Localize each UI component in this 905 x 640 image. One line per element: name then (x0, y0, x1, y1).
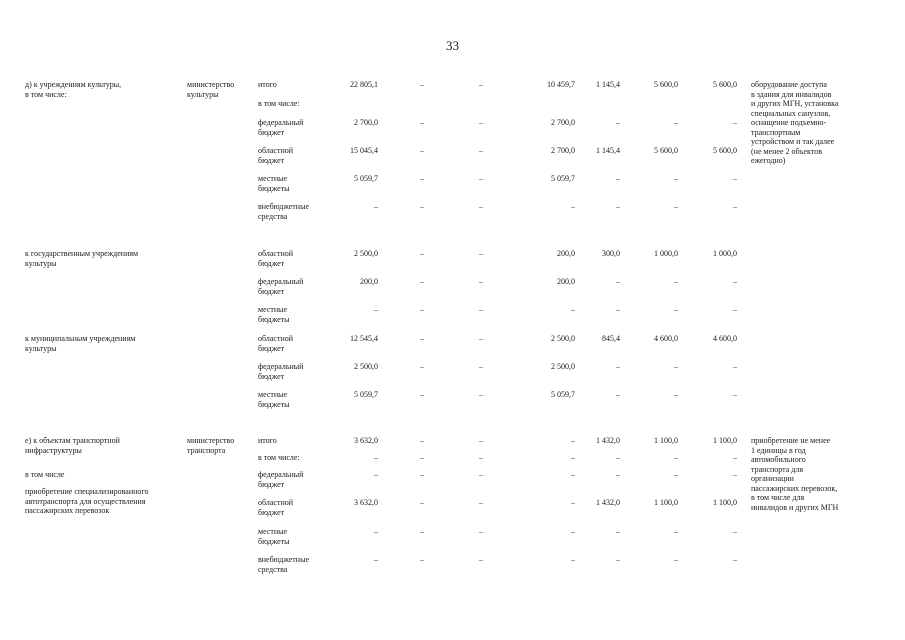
note-line: организации (751, 474, 794, 483)
section-d-row-5-year5: – (674, 202, 678, 211)
section-d-row-3-year3: 2 700,0 (551, 146, 575, 155)
section-e-row-5-source (258, 555, 309, 574)
source-line1: местные (258, 390, 288, 399)
section-d-row-4-total: 5 059,7 (354, 174, 378, 183)
section-state-row-1-year1: – (420, 277, 424, 286)
section-municipal-row-1-year4: – (616, 362, 620, 371)
section-d-row-4-year6: – (733, 174, 737, 183)
section-d-row-5-year1: – (420, 202, 424, 211)
source-line1: итого (258, 436, 277, 445)
section-state-row-2-source (258, 305, 290, 324)
section-d-row-2-source (258, 118, 303, 137)
section-d-row-2-year1: – (420, 118, 424, 127)
section-e-row-0-total: 3 632,0 (354, 436, 378, 445)
section-e-row-4-year3: – (571, 527, 575, 536)
section-state-row-2-year6: – (733, 305, 737, 314)
section-e-row-2-year4: – (616, 470, 620, 479)
section-d-row-5-year2: – (479, 202, 483, 211)
section-e-row-5-year5: – (674, 555, 678, 564)
section-municipal-row-2-total: 5 059,7 (354, 390, 378, 399)
section-municipal-row-0-year3: 2 500,0 (551, 334, 575, 343)
section-d-title-line1: д) к учреждениям культуры, (25, 80, 122, 89)
section-e-executor-line2: транспорта (187, 445, 226, 455)
section-state-row-0-year6: 1 000,0 (713, 249, 737, 258)
section-e-row-0-source (258, 436, 277, 446)
section-d-row-2-year4: – (616, 118, 620, 127)
note-line: приобретение не менее (751, 436, 831, 445)
section-state-row-0-year3: 200,0 (557, 249, 575, 258)
section-e-row-2-total: – (374, 470, 378, 479)
section-e-row-4-year1: – (420, 527, 424, 536)
note-line: оснащение подъемно- (751, 118, 827, 127)
section-state-row-2-year5: – (674, 305, 678, 314)
section-d-executor-line1: министерство (187, 80, 235, 89)
source-line1: внебюджетные (258, 202, 309, 211)
source-line2: бюджет (258, 286, 285, 296)
section-e-row-3-year4: 1 432,0 (596, 498, 620, 507)
section-e-row-1-year2: – (479, 453, 483, 462)
section-e-row-1-source (258, 453, 300, 463)
section-d-row-2-year5: – (674, 118, 678, 127)
section-e-row-0-year1: – (420, 436, 424, 445)
source-line2: бюджет (258, 371, 285, 381)
source-line1: федеральный (258, 470, 304, 479)
section-state-row-1-year3: 200,0 (557, 277, 575, 286)
section-d-row-0-year1: – (420, 80, 424, 89)
section-e-row-5-year1: – (420, 555, 424, 564)
section-d-note (751, 80, 838, 166)
section-e-row-5-year6: – (733, 555, 737, 564)
section-e-row-1-total: – (374, 453, 378, 462)
section-d-row-5-total: – (374, 202, 378, 211)
section-municipal-row-2-year6: – (733, 390, 737, 399)
section-e-row-5-total: – (374, 555, 378, 564)
section-e-row-3-year5: 1 100,0 (654, 498, 678, 507)
note-line: оборудование доступа (751, 80, 827, 89)
source-line1: федеральный (258, 277, 304, 286)
section-e-row-3-source (258, 498, 293, 517)
source-line1: местные (258, 174, 288, 183)
section-state-row-0-total: 2 500,0 (354, 249, 378, 258)
source-line1: областной (258, 498, 294, 507)
section-municipal-row-2-year2: – (479, 390, 483, 399)
section-e-row-1-year3: – (571, 453, 575, 462)
section-e-row-2-year3: – (571, 470, 575, 479)
note-line: в здания для инвалидов (751, 89, 832, 99)
section-e-row-1-year6: – (733, 453, 737, 462)
section-e-row-2-source (258, 470, 303, 489)
note-line: ежегодно) (751, 156, 786, 165)
section-e-row-1-year4: – (616, 453, 620, 462)
section-d-row-4-year3: 5 059,7 (551, 174, 575, 183)
section-municipal-title-line2: культуры (25, 343, 57, 353)
section-municipal-row-2-year5: – (674, 390, 678, 399)
section-state-row-1-source (258, 277, 303, 296)
section-d-row-5-source (258, 202, 309, 221)
section-e-executor (187, 436, 234, 455)
section-d-executor-line2: культуры (187, 89, 219, 99)
section-e-row-1-year5: – (674, 453, 678, 462)
section-d-row-3-year5: 5 600,0 (654, 146, 678, 155)
section-d-row-3-source (258, 146, 293, 165)
section-municipal-row-0-year4: 845,4 (602, 334, 620, 343)
section-state-row-1-year2: – (479, 277, 483, 286)
section-d-row-5-year4: – (616, 202, 620, 211)
section-e-row-4-year5: – (674, 527, 678, 536)
source-line2: бюджет (258, 479, 285, 489)
source-line1: областной (258, 249, 294, 258)
section-municipal-row-1-total: 2 500,0 (354, 362, 378, 371)
note-line: устройством и так далее (751, 137, 835, 146)
section-e-row-5-year3: – (571, 555, 575, 564)
page-number: 33 (446, 38, 459, 53)
note-line: транспортным (751, 127, 801, 137)
section-municipal-row-2-year4: – (616, 390, 620, 399)
section-d-row-4-source (258, 174, 290, 193)
source-line1: местные (258, 305, 288, 314)
section-state-row-0-year4: 300,0 (602, 249, 620, 258)
section-e-row-2-year1: – (420, 470, 424, 479)
section-e-row-0-year4: 1 432,0 (596, 436, 620, 445)
section-e-row-0-year5: 1 100,0 (654, 436, 678, 445)
section-e-row-5-year4: – (616, 555, 620, 564)
section-state-row-0-year2: – (479, 249, 483, 258)
note-line: инвалидов и других МГН (751, 502, 839, 512)
section-state-row-2-year3: – (571, 305, 575, 314)
source-line1: в том числе: (258, 99, 300, 108)
source-line2: бюджет (258, 507, 285, 517)
section-e-row-4-source (258, 527, 290, 546)
section-d-title-line2: в том числе: (25, 89, 67, 99)
section-e-row-4-year6: – (733, 527, 737, 536)
section-e-row-2-year5: – (674, 470, 678, 479)
section-d-row-3-year2: – (479, 146, 483, 155)
section-municipal-row-0-year1: – (420, 334, 424, 343)
section-d-row-0-source (258, 80, 277, 90)
section-municipal-row-0-year5: 4 600,0 (654, 334, 678, 343)
section-municipal-row-0-year2: – (479, 334, 483, 343)
source-line2: бюджеты (258, 536, 290, 546)
section-municipal-title (25, 334, 135, 353)
section-municipal-row-1-source (258, 362, 303, 381)
section-e-row-5-year2: – (479, 555, 483, 564)
section-state-row-1-total: 200,0 (360, 277, 378, 286)
source-line1: в том числе: (258, 453, 300, 462)
section-e-executor-line1: министерство (187, 436, 235, 445)
section-state-row-0-year1: – (420, 249, 424, 258)
section-e-row-4-total: – (374, 527, 378, 536)
section-municipal-row-1-year1: – (420, 362, 424, 371)
section-d-row-0-year2: – (479, 80, 483, 89)
section-e-row-0-year2: – (479, 436, 483, 445)
source-line2: бюджет (258, 258, 285, 268)
section-municipal-row-0-source (258, 334, 293, 353)
source-line2: бюджеты (258, 183, 290, 193)
section-e-row-1-year1: – (420, 453, 424, 462)
section-e-row-4-year4: – (616, 527, 620, 536)
section-e-title (25, 436, 120, 455)
section-state-row-0-year5: 1 000,0 (654, 249, 678, 258)
section-municipal-row-1-year5: – (674, 362, 678, 371)
section-d-row-2-year3: 2 700,0 (551, 118, 575, 127)
section-e-title-line1: е) к объектам транспортной (25, 436, 120, 445)
section-d-row-0-year4: 1 145,4 (596, 80, 620, 89)
section-d-row-5-year3: – (571, 202, 575, 211)
source-line2: бюджет (258, 155, 285, 165)
note-line: автомобильного (751, 455, 806, 464)
note-line: транспорта для (751, 464, 804, 474)
section-municipal-row-1-year6: – (733, 362, 737, 371)
section-d-row-0-year6: 5 600,0 (713, 80, 737, 89)
section-municipal-row-2-year1: – (420, 390, 424, 399)
section-e-row-3-year6: 1 100,0 (713, 498, 737, 507)
section-e-row-3-year1: – (420, 498, 424, 507)
section-e-subitem-line1: приобретение специализированного (25, 487, 149, 496)
note-line: (не менее 2 объектов (751, 146, 822, 156)
section-state-title-line2: культуры (25, 258, 57, 268)
section-e-row-2-year2: – (479, 470, 483, 479)
section-e-row-0-year6: 1 100,0 (713, 436, 737, 445)
section-municipal-row-0-year6: 4 600,0 (713, 334, 737, 343)
section-municipal-row-2-source (258, 390, 290, 409)
section-state-row-2-year2: – (479, 305, 483, 314)
source-line1: областной (258, 334, 294, 343)
source-line1: итого (258, 80, 277, 89)
section-d-row-0-year3: 10 459,7 (547, 80, 575, 89)
section-e-subitem-line2: автотранспорта для осуществления (25, 496, 146, 506)
source-line2: бюджеты (258, 399, 290, 409)
section-d-row-1-source (258, 99, 300, 109)
section-e-subtitle: в том числе (25, 470, 65, 479)
section-municipal-row-2-year3: 5 059,7 (551, 390, 575, 399)
source-line1: федеральный (258, 362, 304, 371)
section-e-subitem-line3: пассажирских перевозок (25, 506, 110, 515)
section-state-title (25, 249, 138, 268)
source-line1: областной (258, 146, 294, 155)
section-state-row-0-source (258, 249, 293, 268)
source-line1: местные (258, 527, 288, 536)
section-d-executor (187, 80, 234, 99)
section-d-row-0-total: 22 805,1 (350, 80, 378, 89)
source-line2: средства (258, 564, 288, 574)
note-line: в том числе для (751, 493, 805, 502)
section-d-row-3-year6: 5 600,0 (713, 146, 737, 155)
section-d-title (25, 80, 121, 99)
note-line: 1 единицы в год (751, 445, 806, 455)
section-e-note (751, 436, 838, 512)
note-line: пассажирских перевозок, (751, 483, 838, 493)
source-line1: внебюджетные (258, 555, 309, 564)
source-line2: бюджет (258, 343, 285, 353)
section-e-row-3-year3: – (571, 498, 575, 507)
section-d-row-3-year4: 1 145,4 (596, 146, 620, 155)
section-d-row-4-year1: – (420, 174, 424, 183)
section-e-subitem (25, 487, 149, 516)
section-e-row-2-year6: – (733, 470, 737, 479)
section-e-row-0-year3: – (571, 436, 575, 445)
source-line2: средства (258, 211, 288, 221)
section-d-row-3-total: 15 045,4 (350, 146, 378, 155)
section-state-row-2-total: – (374, 305, 378, 314)
section-e-row-3-total: 3 632,0 (354, 498, 378, 507)
section-municipal-title-line1: к муниципальным учреждениям (25, 334, 136, 343)
note-line: и других МГН, установка (751, 99, 839, 108)
section-municipal-row-0-total: 12 545,4 (350, 334, 378, 343)
section-e-row-4-year2: – (479, 527, 483, 536)
source-line2: бюджеты (258, 314, 290, 324)
section-state-row-2-year4: – (616, 305, 620, 314)
section-state-row-2-year1: – (420, 305, 424, 314)
section-e-title-line2: инфраструктуры (25, 445, 82, 455)
section-d-row-2-year6: – (733, 118, 737, 127)
section-e-row-3-year2: – (479, 498, 483, 507)
source-line1: федеральный (258, 118, 304, 127)
section-state-title-line1: к государственным учреждениям (25, 249, 139, 258)
source-line2: бюджет (258, 127, 285, 137)
section-state-row-1-year6: – (733, 277, 737, 286)
section-municipal-row-1-year3: 2 500,0 (551, 362, 575, 371)
note-line: специальных санузлов, (751, 108, 831, 118)
section-d-row-3-year1: – (420, 146, 424, 155)
section-d-row-5-year6: – (733, 202, 737, 211)
section-d-row-4-year2: – (479, 174, 483, 183)
section-d-row-4-year5: – (674, 174, 678, 183)
section-municipal-row-1-year2: – (479, 362, 483, 371)
section-d-row-0-year5: 5 600,0 (654, 80, 678, 89)
section-state-row-1-year4: – (616, 277, 620, 286)
section-state-row-1-year5: – (674, 277, 678, 286)
section-d-row-2-year2: – (479, 118, 483, 127)
section-d-row-4-year4: – (616, 174, 620, 183)
section-d-row-2-total: 2 700,0 (354, 118, 378, 127)
